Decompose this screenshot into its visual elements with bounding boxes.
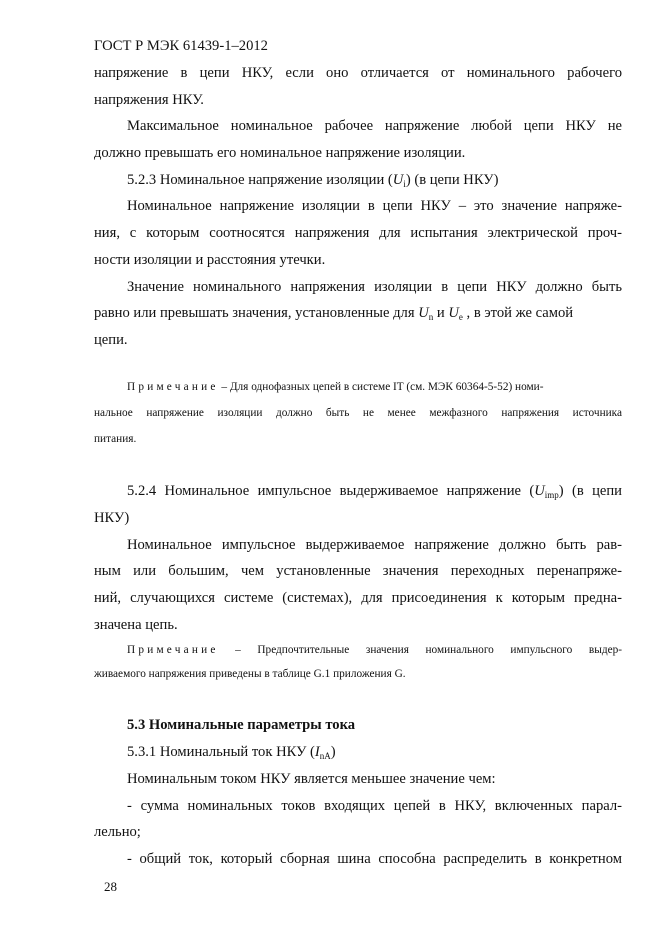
list-item-cont: лельно; xyxy=(94,824,141,840)
section-heading-5-2-3: 5.2.3 Номинальное напряжение изоляции $(U_i)$ (в цепи НКУ) xyxy=(127,172,499,189)
body-text-line: ным или большим, чем установленные значения переходных перенапряже- xyxy=(94,563,622,579)
body-text-line: должно превышать его номинальное напряжение изоляции. xyxy=(94,145,466,161)
list-item: - сумма номинальных токов входящих цепей в НКУ, включенных парал- xyxy=(127,798,622,814)
note-line: Примечание – Для однофазных цепей в системе IT (см. МЭК 60364-5-52) номи- xyxy=(127,381,544,393)
body-text-line: Значение номинального напряжения изоляции в цепи НКУ должно быть xyxy=(127,279,622,295)
body-text-line: цепи. xyxy=(94,332,128,348)
note-line: питания. xyxy=(94,433,137,445)
body-text-line: напряжения НКУ. xyxy=(94,92,204,108)
note-line: Примечание – Предпочтительные значения номинального импульсного выдер- xyxy=(127,644,622,656)
body-text-line: Максимальное номинальное рабочее напряжение любой цепи НКУ не xyxy=(127,118,622,134)
section-heading-5-3: 5.3 Номинальные параметры тока xyxy=(127,717,356,733)
body-text-line: ности изоляции и расстояния утечки. xyxy=(94,252,326,268)
note-line: нальное напряжение изоляции должно быть не менее межфазного напряжения источника xyxy=(94,407,622,419)
body-text-line: Номинальное напряжение изоляции в цепи НКУ – это значение напряже- xyxy=(127,198,622,214)
note-label: Примечание xyxy=(127,644,219,656)
body-text-line: значена цепь. xyxy=(94,617,178,633)
body-text-line: ния, с которым соотносятся напряжения для испытания электрической проч- xyxy=(94,225,622,241)
note-line: живаемого напряжения приведены в таблице G.1 приложения G. xyxy=(94,668,406,680)
body-text-line: Номинальное импульсное выдерживаемое напряжение должно быть рав- xyxy=(127,537,622,553)
list-item: - общий ток, который сборная шина способна распределить в конкретном xyxy=(127,851,622,867)
body-text-line: ний, случающихся системе (системах), для присоединения к которым предна- xyxy=(94,590,622,606)
body-text-line: равно или превышать значения, установленные для $U_n$ и $U_e$ , в этой же самой xyxy=(94,305,574,322)
section-heading-5-2-4-cont: НКУ) xyxy=(94,510,130,526)
document-header: ГОСТ Р МЭК 61439-1–2012 xyxy=(94,38,268,54)
note-label: Примечание xyxy=(127,381,219,393)
section-heading-5-3-1: 5.3.1 Номинальный ток НКУ $(I_{nA})$ xyxy=(127,744,336,761)
section-heading-5-2-4: 5.2.4 Номинальное импульсное выдерживаемое напряжение $(U_{imp})$ (в цепи xyxy=(127,483,622,500)
page-number: 28 xyxy=(104,879,117,894)
body-text-line: напряжение в цепи НКУ, если оно отличается от номинального рабочего xyxy=(94,65,622,81)
body-text-line: Номинальным током НКУ является меньшее значение чем: xyxy=(127,771,496,787)
